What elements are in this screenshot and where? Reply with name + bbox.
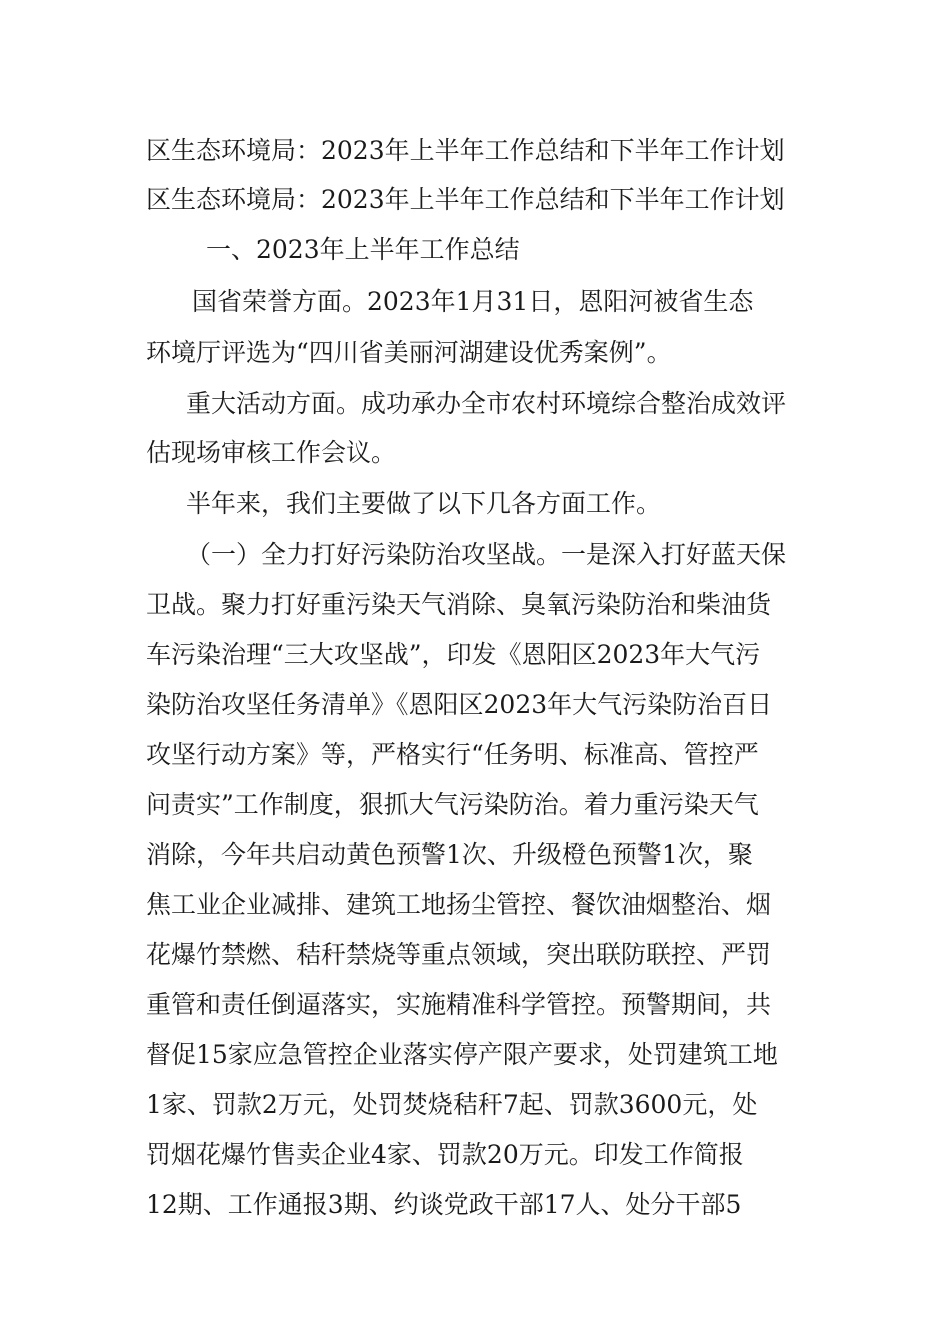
- paragraph-line: 问责实”工作制度，狠抓大气污染防治。着力重污染天气: [146, 790, 759, 819]
- paragraph-line: 罚烟花爆竹售卖企业4家、罚款20万元。印发工作简报: [146, 1140, 744, 1169]
- paragraph-line: 卫战。聚力打好重污染天气消除、臭氧污染防治和柴油货: [146, 590, 772, 619]
- paragraph-line: 车污染治理“三大攻坚战”，印发《恩阳区2023年大气污: [146, 640, 761, 669]
- paragraph-line: 半年来，我们主要做了以下几各方面工作。: [186, 489, 662, 518]
- paragraph-line: 攻坚行动方案》等，严格实行“任务明、标准高、管控严: [146, 740, 759, 769]
- paragraph-line: 督促15家应急管控企业落实停产限产要求，处罚建筑工地: [146, 1040, 778, 1069]
- paragraph-line: 消除，今年共启动黄色预警1次、升级橙色预警1次，聚: [146, 840, 753, 869]
- document-subtitle: 区生态环境局：2023年上半年工作总结和下半年工作计划: [146, 185, 785, 214]
- paragraph-line: 花爆竹禁燃、秸秆禁烧等重点领域，突出联防联控、严罚: [146, 940, 772, 969]
- paragraph-line: 重管和责任倒逼落实，实施精准科学管控。预警期间，共: [146, 990, 772, 1019]
- paragraph-line: 环境厅评选为“四川省美丽河湖建设优秀案例”。: [146, 338, 672, 367]
- paragraph-line: 重大活动方面。成功承办全市农村环境综合整治成效评: [186, 389, 787, 418]
- paragraph-line: 12期、工作通报3期、约谈党政干部17人、处分干部5: [146, 1190, 742, 1219]
- section-heading: 一、2023年上半年工作总结: [206, 235, 520, 264]
- paragraph-line: 1家、罚款2万元，处罚焚烧秸秆7起、罚款3600元，处: [146, 1090, 758, 1119]
- paragraph-line: 国省荣誉方面。2023年1月31日，恩阳河被省生态: [192, 287, 754, 316]
- document-title: 区生态环境局：2023年上半年工作总结和下半年工作计划: [146, 136, 785, 165]
- paragraph-line: 染防治攻坚任务清单》《恩阳区2023年大气污染防治百日: [146, 690, 773, 719]
- paragraph-line: 估现场审核工作会议。: [146, 438, 397, 467]
- paragraph-line: （一）全力打好污染防治攻坚战。一是深入打好蓝天保: [186, 540, 787, 569]
- paragraph-line: 焦工业企业减排、建筑工地扬尘管控、餐饮油烟整治、烟: [146, 890, 772, 919]
